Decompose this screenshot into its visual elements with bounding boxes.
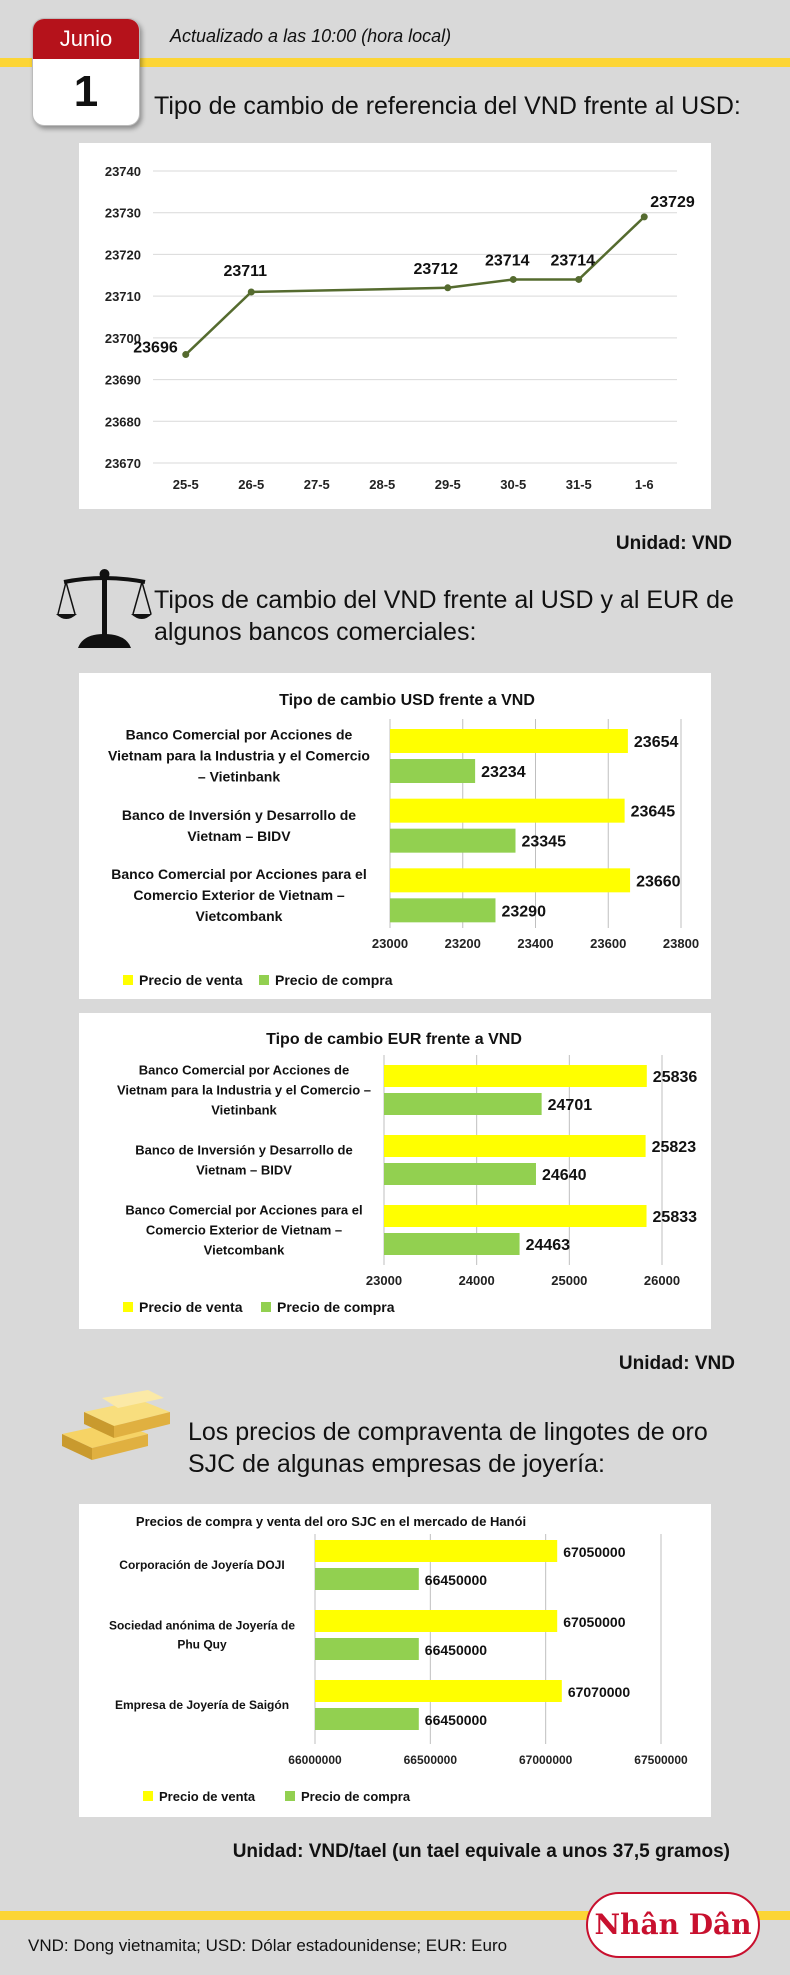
x-tick-label: 66500000 <box>403 1753 458 1767</box>
legend-swatch <box>123 1302 133 1312</box>
x-tick-label: 23400 <box>517 936 554 951</box>
bar-sale <box>384 1135 646 1157</box>
legend-label: Precio de venta <box>139 1299 243 1315</box>
y-tick-label: 23730 <box>104 205 141 221</box>
usd-bar-chart-panel <box>79 673 711 999</box>
value-label: 25823 <box>651 1139 697 1156</box>
calendar-month: Junio <box>33 19 139 59</box>
section2-title <box>154 584 734 648</box>
legend-label: Precio de compra <box>275 972 393 988</box>
x-tick-label: 1-6 <box>634 477 654 492</box>
bar-sale <box>390 799 625 823</box>
y-tick-label: 23680 <box>104 414 141 430</box>
legend-swatch <box>285 1791 295 1801</box>
calendar-date-badge <box>32 18 140 126</box>
value-label: 25833 <box>652 1209 698 1226</box>
gold-bar-chart-panel <box>79 1504 711 1817</box>
legend-label: Precio de compra <box>301 1789 411 1804</box>
data-point <box>641 213 648 220</box>
value-label: 66450000 <box>424 1572 488 1588</box>
category-label: Empresa de Joyería de Saigón <box>114 1698 290 1712</box>
bar-buy <box>315 1708 419 1730</box>
bar-sale <box>315 1680 562 1702</box>
x-tick-label: 23600 <box>590 936 627 951</box>
x-tick-label: 26000 <box>643 1273 681 1288</box>
series-line <box>186 217 645 355</box>
bar-sale <box>390 729 628 753</box>
data-point <box>444 284 451 291</box>
value-label: 24463 <box>525 1237 571 1254</box>
category-label: Banco Comercial por Acciones para el <box>111 866 367 882</box>
value-label: 24640 <box>541 1167 587 1184</box>
bar-buy <box>390 829 515 853</box>
category-label: Vietnam para la Industria y el Comercio <box>108 747 370 764</box>
category-label: Banco Comercial por Acciones para el <box>125 1202 363 1218</box>
usd-rate-bar-chart <box>79 673 711 999</box>
x-tick-label: 23200 <box>444 936 481 951</box>
data-label: 23729 <box>650 193 695 211</box>
data-label: 23696 <box>133 339 178 357</box>
category-label: Vietinbank <box>211 1102 277 1118</box>
gold-bars-icon <box>56 1390 178 1466</box>
y-tick-label: 23710 <box>104 289 141 305</box>
category-label: Vietnam para la Industria y el Comercio – <box>116 1082 372 1098</box>
category-label: Vietcombank <box>203 1242 285 1258</box>
section2-title-line1: Tipos de cambio del VND frente al USD y al EUR de <box>154 586 734 614</box>
x-tick-label: 24000 <box>458 1273 495 1288</box>
x-tick-label: 66000000 <box>288 1753 342 1767</box>
category-label: Comercio Exterior de Vietnam – <box>133 887 345 903</box>
data-point <box>248 288 255 295</box>
category-label: Comercio Exterior de Vietnam – <box>145 1222 343 1238</box>
category-label: Banco Comercial por Acciones de <box>138 1062 350 1078</box>
x-tick-label: 26-5 <box>238 477 265 492</box>
data-label: 23711 <box>223 262 268 280</box>
chart-title: Tipo de cambio USD frente a VND <box>279 692 535 709</box>
section3-title-line2: SJC de algunas empresas de joyería: <box>188 1450 605 1478</box>
eur-rate-bar-chart <box>79 1013 711 1329</box>
category-label: Phu Quy <box>177 1637 227 1652</box>
value-label: 23654 <box>633 734 679 751</box>
x-tick-label: 23000 <box>365 1273 403 1288</box>
bar-sale <box>315 1540 557 1562</box>
x-tick-label: 29-5 <box>434 477 461 492</box>
update-time: Actualizado a las 10:00 (hora local) <box>170 26 452 46</box>
bar-buy <box>315 1638 419 1660</box>
calendar-day: 1 <box>73 67 99 116</box>
nhan-dan-logo: Nhân Dân <box>586 1892 760 1958</box>
x-tick-label: 31-5 <box>565 477 592 492</box>
value-label: 25836 <box>652 1069 698 1086</box>
section1-unit: Unidad: VND <box>615 533 732 554</box>
value-label: 67050000 <box>563 1614 626 1630</box>
data-point <box>575 276 582 283</box>
bar-buy <box>384 1163 536 1185</box>
legend-label: Precio de venta <box>139 972 243 988</box>
x-tick-label: 25000 <box>551 1273 588 1288</box>
legend-swatch <box>123 975 133 985</box>
bar-sale <box>315 1610 557 1632</box>
category-label: Banco de Inversión y Desarrollo de <box>135 1142 353 1158</box>
legend-label: Precio de venta <box>159 1789 256 1804</box>
bar-sale <box>384 1205 647 1227</box>
bar-buy <box>390 898 495 922</box>
x-tick-label: 28-5 <box>369 477 396 492</box>
value-label: 23660 <box>636 873 681 891</box>
x-tick-label: 67000000 <box>518 1753 573 1767</box>
bar-buy <box>315 1568 419 1590</box>
x-tick-label: 27-5 <box>303 477 330 492</box>
category-label: Vietcombank <box>195 908 283 924</box>
value-label: 24701 <box>547 1097 593 1114</box>
data-label: 23714 <box>485 252 530 270</box>
balance-scale-icon <box>56 568 152 652</box>
section2-title-line2: algunos bancos comerciales: <box>154 618 477 646</box>
x-tick-label: 23000 <box>371 936 409 951</box>
value-label: 66450000 <box>424 1642 488 1658</box>
gold-price-bar-chart <box>79 1504 711 1817</box>
legend-swatch <box>259 975 269 985</box>
eur-bar-chart-panel <box>79 1013 711 1329</box>
chart-title: Precios de compra y venta del oro SJC en el mercado de Hanói <box>135 1514 527 1529</box>
value-label: 67050000 <box>563 1544 626 1560</box>
legend-swatch <box>261 1302 271 1312</box>
y-tick-label: 23700 <box>104 330 141 346</box>
legend-label: Precio de compra <box>277 1299 395 1315</box>
data-label: 23714 <box>550 252 595 270</box>
section1-title: Tipo de cambio de referencia del VND frente al USD: <box>154 92 741 120</box>
legend-swatch <box>143 1791 153 1801</box>
data-point <box>182 351 189 358</box>
category-label: – Vietinbank <box>197 768 281 785</box>
data-point <box>510 276 517 283</box>
value-label: 66450000 <box>424 1712 488 1728</box>
category-label: Vietnam – BIDV <box>196 1162 292 1178</box>
value-label: 23645 <box>630 803 676 821</box>
x-tick-label: 25-5 <box>172 477 199 492</box>
category-label: Banco Comercial por Acciones de <box>125 726 353 743</box>
category-label: Corporación de Joyería DOJI <box>119 1558 285 1572</box>
footer-legend-text: VND: Dong vietnamita; USD: Dólar estadounidense; EUR: Euro <box>28 1936 508 1955</box>
bar-sale <box>390 868 630 892</box>
reference-rate-line-chart <box>79 143 711 509</box>
bar-buy <box>384 1093 542 1115</box>
bar-buy <box>390 759 475 783</box>
y-tick-label: 23690 <box>104 372 141 388</box>
bar-sale <box>384 1065 647 1087</box>
value-label: 23290 <box>501 903 546 921</box>
category-label: Banco de Inversión y Desarrollo de <box>121 806 357 823</box>
section3-unit: Unidad: VND/tael (un tael equivale a unos 37,5 gramos) <box>232 1841 730 1862</box>
y-tick-label: 23720 <box>104 247 141 263</box>
category-label: Sociedad anónima de Joyería de <box>108 1618 296 1633</box>
x-tick-label: 67500000 <box>634 1753 688 1767</box>
value-label: 67070000 <box>567 1684 631 1700</box>
section3-title-line1: Los precios de compraventa de lingotes de oro <box>188 1418 708 1446</box>
value-label: 23234 <box>481 764 526 781</box>
y-tick-label: 23740 <box>104 164 141 179</box>
x-tick-label: 23800 <box>662 936 700 951</box>
line-chart-panel <box>79 143 711 509</box>
section2-unit: Unidad: VND <box>618 1353 735 1374</box>
bar-buy <box>384 1233 520 1255</box>
section3-title <box>188 1416 708 1480</box>
value-label: 23345 <box>521 833 566 851</box>
y-tick-label: 23670 <box>104 456 141 471</box>
category-label: Vietnam – BIDV <box>187 827 291 844</box>
x-tick-label: 30-5 <box>500 477 527 492</box>
chart-title: Tipo de cambio EUR frente a VND <box>266 1031 522 1048</box>
data-label: 23712 <box>413 260 458 278</box>
